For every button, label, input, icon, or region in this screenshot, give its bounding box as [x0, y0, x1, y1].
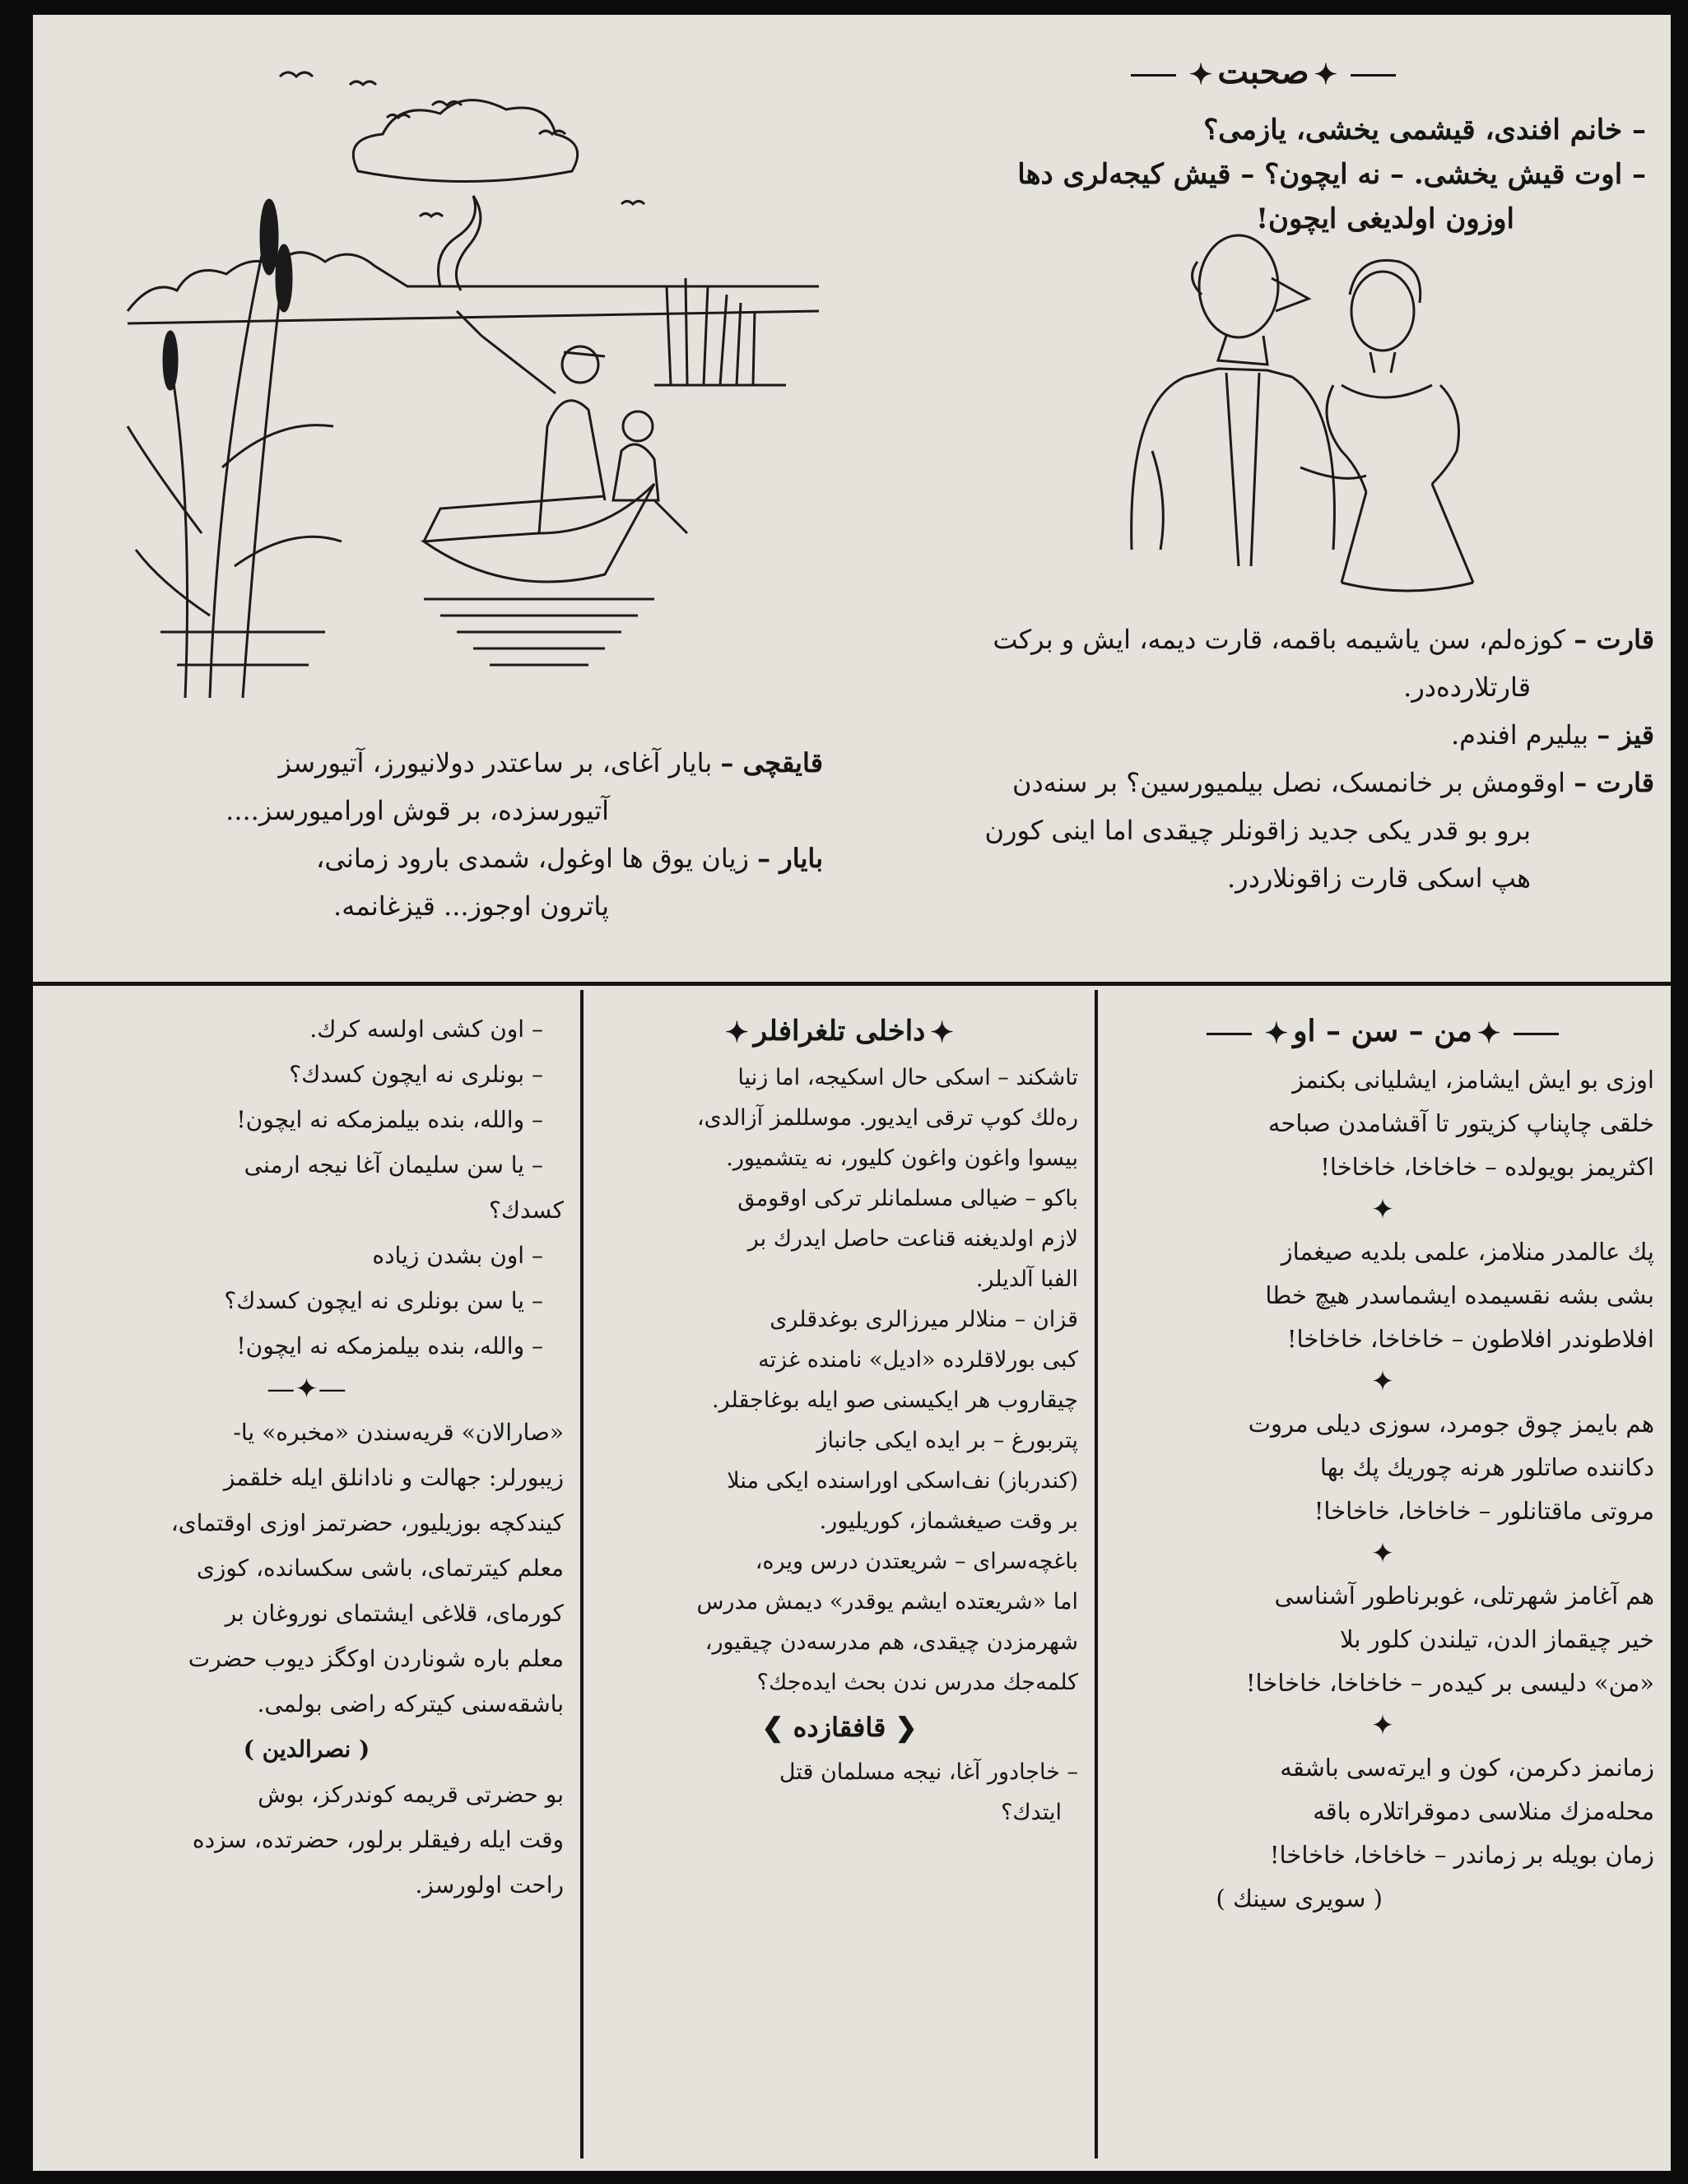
- top-right-dialogue: [881, 48, 1646, 241]
- dialogue-text: زیان یوق ها اوغول، شمدی بارود زمانی،: [315, 843, 749, 874]
- ornament-icon: ✦: [1314, 58, 1338, 91]
- poem-line: افلاطوندر افلاطون – خاخاخا، خاخاخا!: [1286, 1325, 1654, 1353]
- poem-line: اکثریمز بویولده – خاخاخا، خاخاخا!: [1320, 1153, 1654, 1181]
- dialogue-line: اوزون اولدیغی ایچون!: [1256, 202, 1514, 235]
- speaker-label: قیز –: [1597, 719, 1654, 750]
- poem-line: زمانمز دکرمن، کون و ایرته‌سی باشقه: [1280, 1754, 1654, 1782]
- dialogue-line: – اون کشی اولسه کرك.: [309, 1015, 543, 1043]
- telegram-line: – خاجادور آغا، نیجه مسلمان قتل: [779, 1759, 1078, 1785]
- column-divider: [1095, 990, 1098, 2158]
- report-line: باشقه‌سنی کیترکه راضی بولمی.: [257, 1690, 564, 1717]
- signature: ( نصرالدین ): [243, 1736, 370, 1763]
- poem-line: هم آغامز شهرتلی، غوبرناطور آشناسی: [1274, 1582, 1654, 1610]
- telegram-line: (کندرباز) نف‌اسکی اوراسنده ایکی منلا: [727, 1468, 1078, 1494]
- ornament-icon: ✦: [930, 1016, 954, 1049]
- newspaper-page: [33, 15, 1671, 2171]
- bracket-left: ❮: [895, 1712, 918, 1743]
- dialogue-line: – یا سن بونلری نه ایچون کسدك؟: [224, 1287, 543, 1314]
- dialogue-line: – اون بشدن زیاده: [372, 1242, 543, 1269]
- ornament-separator: ✦: [1370, 1193, 1395, 1226]
- sohbat-heading: ✦صحبت✦: [881, 48, 1646, 100]
- closing-line: وقت ایله رفیقلر برلور، حضرتده، سزده: [192, 1826, 564, 1853]
- report-line: زیبورلر: جهالت و نادانلق ایله خلقمز: [223, 1464, 564, 1491]
- dialogue-line: – یا سن سلیمان آغا نیجه ارمنی: [244, 1151, 543, 1178]
- men-sen-o-heading: ✦من – سن – او✦: [1111, 1006, 1654, 1058]
- telegram-line: لازم اولدیغنه قناعت حاصل ایدرك بر: [747, 1226, 1078, 1252]
- hunting-boat-illustration: [78, 39, 819, 731]
- ornament-icon: ✦: [1188, 58, 1213, 91]
- ornament-separator: ✦: [1370, 1709, 1395, 1742]
- dialogue-text: هپ اسکی قارت زاقونلاردر.: [1227, 862, 1531, 894]
- poem-line: محله‌مزك منلاسی دموقراتلاره باقه: [1313, 1797, 1654, 1825]
- telegram-line: پتربورغ – بر ایده ایکی جانباز: [816, 1428, 1078, 1453]
- speaker-label: بایار –: [757, 843, 823, 874]
- dialogue-line: – بونلری نه ایچون کسدك؟: [289, 1061, 543, 1088]
- telegram-line: تاشکند – اسکی حال اسکیجه، اما زنیا: [737, 1065, 1078, 1090]
- caucasus-heading: ❮ قافقازده ❯: [761, 1712, 918, 1743]
- poem-line: خیر چیقماز الدن، تیلندن کلور بلا: [1340, 1625, 1654, 1653]
- telegram-line: چیقاروب هر ایکیسنی صو ایله بوغاجقلر.: [712, 1387, 1078, 1413]
- report-line: معلم باره شوناردن اوکگز دیوب حضرت: [188, 1645, 564, 1672]
- speaker-label: قارت –: [1574, 624, 1654, 655]
- dialogue-text: اوقومش بر خانمسک، نصل بیلمیورسین؟ بر سنه‌دن: [1011, 767, 1566, 798]
- report-line: معلم کیترتمای، باشی سکسانده، کوزی: [196, 1554, 564, 1582]
- telegram-line: بر وقت صیغشماز، کوریلیور.: [819, 1508, 1078, 1534]
- report-line: کورمای، قلاغی ایشتمای نوروغان بر: [225, 1600, 564, 1627]
- telegram-line: الفبا آلدیلر.: [975, 1266, 1078, 1292]
- telegram-line: باکو – ضیالی مسلمانلر ترکی اوقومق: [737, 1186, 1078, 1211]
- dialogue-text: برو بو قدر یکی جدید زاقونلر چیقدی اما اینی کورن: [984, 815, 1531, 846]
- telegram-line: باغچه‌سرای – شریعتدن درس ویره،: [755, 1549, 1078, 1574]
- poem-line: «من» دلیسی بر کیده‌ر – خاخاخا، خاخاخا!: [1245, 1669, 1654, 1697]
- telegram-line: ره‌لك کوپ ترقی ایدیور. موسللمز آزالدی،: [696, 1105, 1078, 1131]
- telegram-line: کبی بورلاقلرده «ادیل» نامنده غزته: [758, 1347, 1078, 1373]
- poem-line: زمان بویله بر زماندر – خاخاخا، خاخاخا!: [1269, 1841, 1654, 1869]
- closing-line: راحت اولورسز.: [415, 1871, 564, 1898]
- horizontal-divider: [33, 982, 1671, 986]
- bracket-right: ❯: [761, 1712, 784, 1743]
- telegrams-heading: ✦داخلی تلغرافلر✦: [601, 1006, 1078, 1057]
- ornament-icon: ✦: [1264, 1017, 1289, 1050]
- ornament-separator: —✦—: [267, 1373, 346, 1406]
- men-sen-o-column: [1111, 1006, 1654, 1921]
- telegram-line: بیسوا واغون واغون کلیور، نه یتشمیور.: [726, 1145, 1078, 1171]
- telegram-line: اما «شریعتده ایشم یوقدر» دیمش مدرس: [696, 1589, 1078, 1615]
- dialogue-text: کوزه‌لم، سن یاشیمه باقمه، قارت دیمه، ایش و برکت: [993, 624, 1566, 655]
- dialogue-line: – اوت قیش یخشی. – نه ایچون؟ – قیش کیجه‌لری دها: [1017, 158, 1646, 191]
- dialogue-line: – والله، بنده بیلمزمکه نه ایچون!: [236, 1332, 543, 1359]
- left-column: [49, 1006, 564, 1908]
- ornament-separator: ✦: [1370, 1537, 1395, 1570]
- boatman-hunter-dialogue: [49, 739, 823, 930]
- old-man-and-woman-illustration: [1095, 221, 1523, 599]
- report-line: کیندکچه بوزیلیور، حضرتمز اوزی اوقتمای،: [170, 1509, 564, 1536]
- report-line: «صارالان» قریه‌سندن «مخبره» یا-: [233, 1419, 564, 1446]
- dialogue-line: – خانم افندی، قیشمی یخشی، یازمی؟: [1203, 114, 1646, 146]
- poem-line: بشی بشه نقسیمده ایشماسدر هیچ خطا: [1265, 1281, 1654, 1309]
- poem-line: اوزی بو ایش ایشامز، ایشلیانی بکنمز: [1292, 1066, 1654, 1094]
- dialogue-line: – والله، بنده بیلمزمکه نه ایچون!: [236, 1106, 543, 1133]
- dialogue-text: قارتلارده‌در.: [1403, 671, 1531, 703]
- poem-line: خلقی چاپناپ کزیتور تا آقشامدن صباحه: [1267, 1109, 1654, 1137]
- speaker-label: قایقچی –: [720, 747, 823, 778]
- dialogue-text: پاترون اوجوز... قیزغانمه.: [333, 890, 609, 922]
- ornament-icon: ✦: [1476, 1017, 1501, 1050]
- poem-line: هم بایمز چوق جومرد، سوزی دیلی مروت: [1248, 1410, 1654, 1438]
- speaker-label: قارت –: [1574, 767, 1654, 798]
- old-man-girl-dialogue: [881, 616, 1654, 902]
- ornament-icon: ✦: [725, 1016, 749, 1049]
- column-divider: [580, 990, 584, 2158]
- poem-line: دکاننده صاتلور هرنه چوریك پك بها: [1319, 1453, 1654, 1481]
- dialogue-line: کسدك؟: [489, 1197, 564, 1224]
- closing-line: بو حضرتی قریمه کوندرکز، بوش: [258, 1781, 564, 1808]
- poem-line: پك عالمدر منلامز، علمی بلدیه صیغماز: [1281, 1238, 1654, 1266]
- telegram-line: قزان – منلالر میرزالری بوغدقلری: [770, 1307, 1078, 1332]
- dialogue-text: بیلیرم افندم.: [1451, 719, 1589, 750]
- dialogue-text: بایار آغای، بر ساعتدر دولانیورز، آتیورسز: [278, 747, 713, 778]
- internal-telegrams-column: [601, 1006, 1078, 1833]
- ornament-separator: ✦: [1370, 1365, 1395, 1398]
- telegram-line: کلمه‌جك مدرس ندن بحث ایده‌جك؟: [756, 1670, 1078, 1695]
- signature: ( سویری سینك ): [1216, 1884, 1383, 1912]
- telegram-line: ایتدك؟: [1001, 1800, 1062, 1825]
- telegram-line: شهرمزدن چیقدی، هم مدرسه‌دن چیقیور،: [704, 1629, 1078, 1655]
- dialogue-text: آتیورسزده، بر قوش اورامیورسز....: [226, 795, 609, 826]
- poem-line: مروتی ماقتانلور – خاخاخا، خاخاخا!: [1314, 1497, 1654, 1525]
